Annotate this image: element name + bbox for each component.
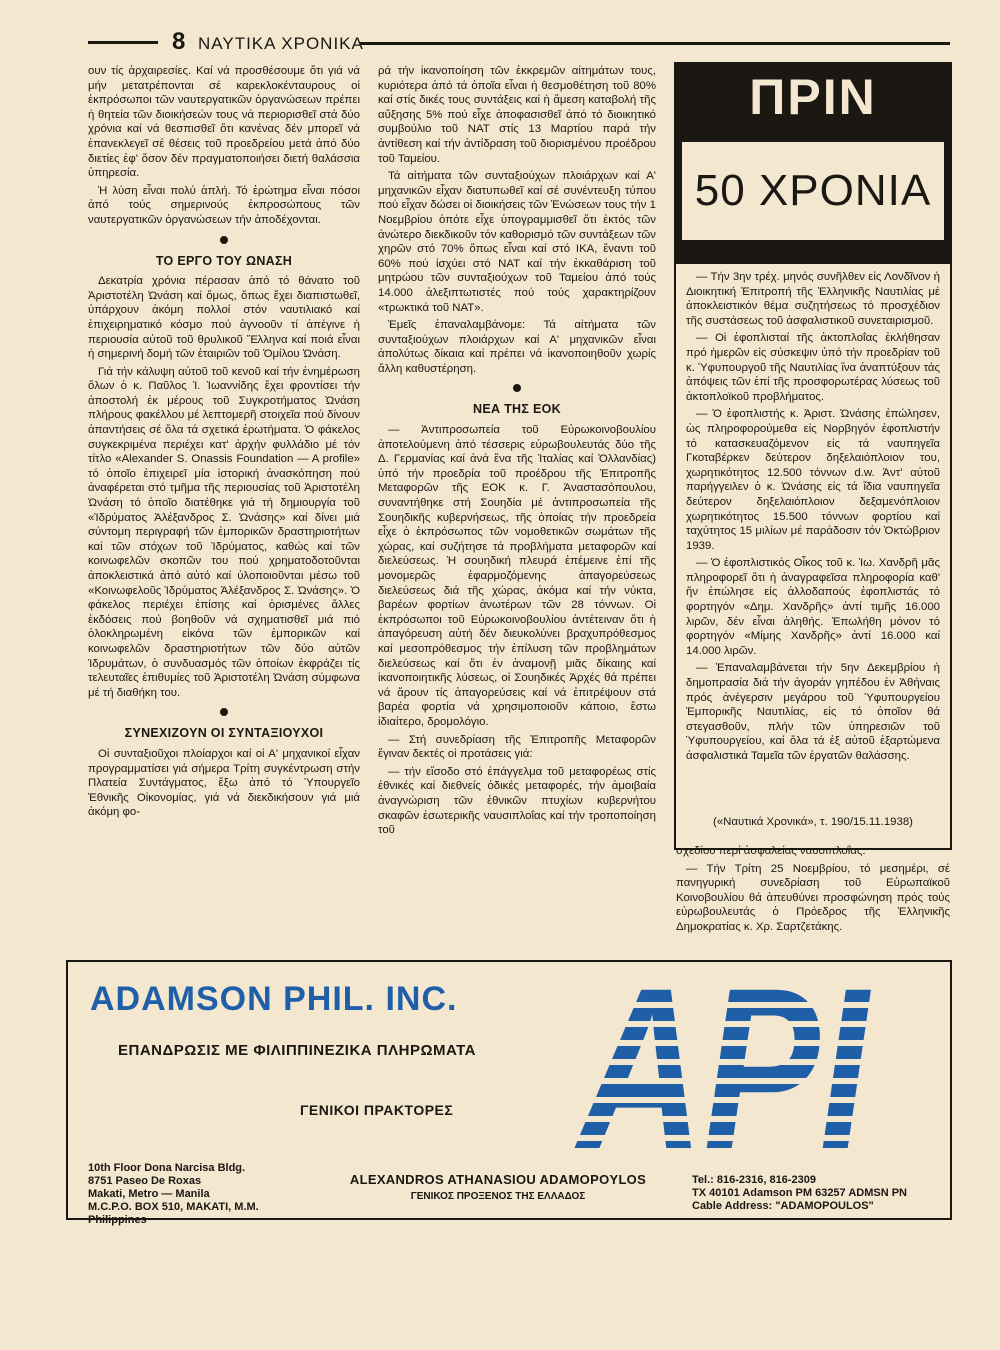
ad-contact bbox=[692, 1174, 907, 1213]
paragraph: — Τήν 3ην τρέχ. μηνός συνῆλθεν εἰς Λονδῖνον ἡ Διοικητική Ἐπιτροπή τῆς Ἑλληνικῆς Ναυτιλίας μέ ἀποκλειστικόν θέμα συζητήσεως τό προσχέδιον τῆς συστάσεως τοῦ ἀσφαλιστικοῦ συνεταιρισμοῦ. bbox=[686, 271, 940, 327]
page-number: 8 bbox=[172, 28, 186, 55]
heading-retirees: ΣΥΝΕΧΙΖΟΥΝ ΟΙ ΣΥΝΤΑΞΙΟΥΧΟΙ bbox=[124, 726, 324, 741]
column-1 bbox=[88, 64, 360, 823]
consul-name: ALEXANDROS ATHANASIOU ADAMOPOYLOS bbox=[349, 1172, 647, 1187]
paragraph: — τήν εἴσοδο στό ἐπάγγελμα τοῦ μεταφορέως στίς ἐθνικές καί διεθνείς ὁδικές μεταφορές, τήν ἀμοιβαία ἀναγνώριση τῶν ἐθνικῶν πτυχίων κυβερνήτου σκαφῶν ἐσωτερικῆς ναυσιπλοΐας καί τήν τροποποίηση τοῦ bbox=[378, 765, 656, 837]
paragraph: — Ἀντιπροσωπεία τοῦ Εὐρωκοινοβουλίου ἀποτελούμενη ἀπό τέσσερις εὐρωβουλευτάς δύο τῆς Δ. Γερμανίας καί ἀνά ἕνα τῆς Ἰταλίας καί Ὁλλανδίας) ὑπό τήν προεδρία τοῦ προέδρου τῆς Ἐπιτροπῆς Μεταφορῶν τῆς ΕΟΚ κ. Γ. Ἀναστασόπουλου, συναντήθηκε στή Σουηδία μέ ἀντιπροσωπεία τῆς Σουηδικῆς κυβερνήσεως, τῆς ὁποίας τήν προεδρεία εἶχε ὁ ἐκπρόσωπος τῶν νομοθετικῶν σωμάτων τῆς χώρας, καί συζήτησε τά προβλήματα μεταφορῶν καί διελεύσεως. Ἡ σουηδική πλευρά ἐπέμεινε ἐπί τῆς μονομερῶς ἐφαρμοζόμενης ἀπαγορεύσεως διελεύσεως διά τῆς χώρας, ἀκόμα καί τήν νύκτα, βαρέων φορτίων ἀνωτέρων τῶν 28 τόννων. Οἱ ἐκπρόσωποι τοῦ Εὐρωκοινοβουλίου ἀντέτειναν ὅτι ἡ ἀπαγόρευση αὐτή δέν διευκολύνει βραχυπρόθεσμος καί μεσοπρόθεσμος τήν ἐπίλυση τῶν προβλημάτων διελεύσεως καί ὅτι ἐν ἀναμονῇ μιᾶς δίκαιης καί ἱκανοποιητικῆς λύσεως, οἱ Σουηδικές Ἀρχές θά πρέπει νά ἄρουν τίς ἀπαγορεύσεις καί νά ἐπιτρέψουν στά βαρέα φορτία νά χρησιμοποιοῦν κάποιο, ἔστω ἰδιαίτερο, δρομολόγιο. bbox=[378, 424, 656, 728]
contact-line: Cable Address: "ADAMOPOULOS" bbox=[692, 1200, 874, 1212]
api-logo bbox=[568, 970, 878, 1160]
column-3 bbox=[676, 844, 950, 938]
address-line: 8751 Paseo De Roxas bbox=[88, 1175, 202, 1187]
section-bullet bbox=[220, 236, 228, 244]
heading-eec-news: ΝΕΑ ΤΗΣ ΕΟΚ bbox=[473, 402, 561, 417]
paragraph: ρά τήν ἱκανοποίηση τῶν ἐκκρεμῶν αἰτημάτων τους, κυριότερα ἀπό τά ὁποῖα εἶναι ἡ θεσμοθέτηση τοῦ 80% καί στίς δικές τους συντάξεις καί ἡ ἄμεση καταβολή τῆς αὔξησης 5% πού εἶχε ἀποφασισθεῖ ἀπό τό διοικητικό συμβούλιο τοῦ ΝΑΤ στίς 13 Μαρτίου παρά τήν ἀντίθεση καί τήν ἀντίδραση τοῦ διορισμένου προέδρου τοῦ Ταμείου. bbox=[378, 65, 656, 165]
paragraph: σχεδίου περί ἀσφαλείας ναυσιπλοΐας. bbox=[676, 845, 866, 857]
ad-company-name: ADAMSON PHIL. INC. bbox=[90, 980, 458, 1018]
paragraph: — Ἐπαναλαμβάνεται τήν 5ην Δεκεμβρίου ἡ δημοπρασία διά τήν ἀγοράν γηπέδου ἐν Ἀθήναις πρός ἀνέγερσιν μεγάρου τοῦ Ὑφυπουργείου Ἐμπορικῆς Ναυτιλίας, εἰς τό ὁποῖον θά στεγασθοῦν, πλήν τῶν ὑπηρεσιῶν τοῦ Ὑφυπουργείου, καί ὅλα τά ἐξ αὐτοῦ ἐξαρτώμενα ἀσφαλιστικά Ταμεῖα τῶν ἐργατῶν θαλάσσης. bbox=[686, 662, 940, 762]
consul-role: ΓΕΝΙΚΟΣ ΠΡΟΞΕΝΟΣ ΤΗΣ ΕΛΛΑΔΟΣ bbox=[410, 1191, 586, 1202]
header-rule-right bbox=[360, 42, 950, 45]
contact-line: TX 40101 Adamson PM 63257 ADMSN PN bbox=[692, 1187, 907, 1199]
paragraph: ουν τίς ἀρχαιρεσίες. Καί νά προσθέσουμε ὅτι γιά νά μήν μετατρέπονται σέ καρεκλοκένταυρους οἱ ἐκπρόσωποι τῶν ναυτεργατικῶν ὀργανώσεων πρέπει ἡ θητεία τῶν διοικήσεών τους νά περιορισθεῖ στά δύο χρόνια καί νά θεσπισθεῖ ὅτι κανένας δέν μπορεῖ νά ἐπανεκλεγεῖ σέ θέσεις τοῦ προεδρείου μετά ἀπό δύο διετίες ἐφ' ὅσον δέν πραγματοποιήσει διετή θαλάσσια ὑπηρεσία. bbox=[88, 65, 360, 180]
logo-stripes bbox=[568, 970, 878, 1154]
paragraph: Ἐμεῖς ἐπαναλαμβάνομε: Τά αἰτήματα τῶν συνταξιούχων πλοιάρχων καί Α' μηχανικῶν εἶναι ἀπολύτως δίκαια καί πρέπει νά ἱκανοποιηθοῦν χωρίς ἄλλη καθυστέρηση. bbox=[378, 319, 656, 375]
address-line: Makati, Metro — Manila bbox=[88, 1188, 210, 1200]
paragraph: — Τήν Τρίτη 25 Νοεμβρίου, τό μεσημέρι, σέ πανηγυρική συνεδρίαση τοῦ Εὐρωπαϊκοῦ Κοινοβουλίου θά ἀπευθύνει προσφώνηση πρός τούς εὐρωβουλευτάς ὁ Πρόεδρος τῆς Ἑλληνικῆς Δημοκρατίας κ. Χρ. Σαρτζετάκης. bbox=[676, 862, 950, 933]
paragraph: Οἱ συνταξιοῦχοι πλοίαρχοι καί οἱ Α' μηχανικοί εἶχαν προγραμματίσει γιά σήμερα Τρίτη συγκέντρωση στήν Πλατεία Συντάγματος, ἔξω ἀπό τό Ὑπουργεῖο Ἐθνικῆς Οἰκονομίας, γιά νά διεκδικήσουν γιά μιά ἀκόμη φο- bbox=[88, 747, 360, 819]
ad-agents: ΓΕΝΙΚΟΙ ΠΡΑΚΤΟΡΕΣ bbox=[300, 1102, 454, 1118]
section-bullet bbox=[220, 708, 228, 716]
address-line: M.C.P.O. BOX 510, MAKATI, M.M. bbox=[88, 1201, 259, 1213]
paragraph: Γιά τήν κάλυψη αὐτοῦ τοῦ κενοῦ καί τήν ἐνημέρωση ὅλων ὁ κ. Παῦλος Ἰ. Ἰωαννίδης ἔχει φροντίσει τήν ἀποστολή ἐκ μέρους τοῦ Συγκροτήματος Ὠνάση πλήρους φακέλλου μέ λεπτομερῆ στοιχεῖα πού δίνουν ἀπαντήσεις σέ ὅλα τά σχετικά ἐρωτήματα. Ὁ φάκελος συγκεκριμένα περιέχει κατ' ἀρχήν φυλλάδιο μέ τόν τίτλο «Alexander S. Onassis Foundation — A profile» τό ὁποῖο ἐπιχειρεῖ μία ἱστορική ἀνασκόπηση πού ἀναφέρεται στό τμῆμα τῆς περιουσίας τοῦ Ἀριστοτέλη Ὠνάση τό ὁποῖο διατέθηκε γιά τή δημιουργία τοῦ «Ἱδρύματος Ἀλέξανδρος Σ. Ὠνάσης» καί δίνει μιά σύντομη περιγραφή τῶν ἐμπορικῶν δραστηριοτήτων καί τῶν στόχων τοῦ Ἱδρύματος, καθώς καί τῶν κοινωφελῶν σκοπῶν του πού χρηματοδοτοῦνται ἀποκλειστικά ἀπό αὐτό καί ὑλοποιοῦνται μέσω τοῦ «Κοινωφελοῦς Ἱδρύματος Ἀλέξανδρος Σ. Ὠνάσης». Ὁ φάκελος περιέχει ἐπίσης καί ὁρισμένες ἄλλες ἐκδόσεις πού βοηθοῦν νά σχηματισθεῖ μιά πιό ὁλοκληρωμένη εἰκόνα τῶν ἐμπορικῶν καί κοινωφελῶν δραστηριοτήτων τῶν δύο αὐτῶν Ἱδρυμάτων, ὁ συνδυασμός τῶν ὁποίων ἐκφράζει τίς τελευταῖες ἐπιθυμίες τοῦ Ἀριστοτέλη Ὠνάση σύμφωνα μέ τή διαθήκη του. bbox=[88, 365, 360, 699]
paragraph: — Στή συνεδρίαση τῆς Ἐπιτροπῆς Μεταφορῶν ἔγιναν δεκτές οἱ προτάσεις γιά: bbox=[378, 733, 656, 761]
publication-title: ΝΑΥΤΙΚΑ ΧΡΟΝΙΚΑ bbox=[198, 34, 364, 53]
feature-banner bbox=[676, 64, 950, 264]
address-line: 10th Floor Dona Narcisa Bldg. bbox=[88, 1162, 246, 1174]
header-rule-left bbox=[88, 41, 158, 44]
paragraph: — Ὁ ἐφοπλιστής κ. Ἀριστ. Ὠνάσης ἐπώλησεν, ὡς πληροφορούμεθα εἰς Νορβηγόν ἐφοπλιστήν τό κατασκευαζόμενον εἰς τά ναυπηγεῖα Γκοταβέρκεν δεύτερον δηξελαιόπλοιον του, χωρητικότητος 12.500 τόννων d.w. Ἀντ' αὐτοῦ παρήγγειλεν ὁ κ. Ὠνάσης εἰς τά ἴδια ναυπηγεῖα δεύτερον δηξελαιόπλοιον δεξαμενόπλοιον χωρητικότητος 15.500 τόννων φορτίου καί ταχύτητος 15 μιλίων μέ παράδοσιν τόν Ὀκτώβριον 1939. bbox=[686, 408, 940, 552]
heading-onasis-work: ΤΟ ΕΡΓΟ ΤΟΥ ΩΝΑΣΗ bbox=[155, 253, 293, 268]
ad-tagline: ΕΠΑΝΔΡΩΣΙΣ ΜΕ ΦΙΛΙΠΠΙΝΕΖΙΚΑ ΠΛΗΡΩΜΑΤΑ bbox=[118, 1042, 476, 1059]
paragraph: — Ὁ ἐφοπλιστικός Οἶκος τοῦ κ. Ἰω. Χανδρῆ μᾶς πληροφορεῖ ὅτι ἡ ἀναγραφεῖσα πληροφορία καθ' ἥν ἐπώλησε εἰς ἀλλοδαπούς ἐφοπλιστάς τό φορτηγόν «Δημ. Χανδρῆς» ἀντί τιμῆς 16.000 λιρῶν, δέν εἶναι ἀληθής. Ἐπωλήθη μόνον τό φορτηγόν «Μίμης Χανδρῆς» ἀντί 16.000 καί 14.000 λιρῶν. bbox=[686, 557, 940, 657]
advertisement bbox=[66, 960, 952, 1226]
paragraph: Δεκατρία χρόνια πέρασαν ἀπό τό θάνατο τοῦ Ἀριστοτέλη Ὠνάση καί ὅμως, ὅπως ἔχει διαπιστωθεῖ, ὑπάρχουν ἀκόμη πολλοί στόν ναυτιλιακό καί ἐπιχειρηματικό κόσμο πού ἀγνοοῦν τί ἀπέγινε ἡ περιουσία αὐτοῦ τοῦ θρυλικοῦ Ἕλληνα καί ποιά εἶναι ἡ σημερινή δομή τῶν ἑταιριῶν τοῦ Ὁμίλου Ὠνάση. bbox=[88, 275, 360, 361]
page-header bbox=[88, 30, 950, 56]
address-line: Philippines bbox=[88, 1214, 147, 1226]
feature-box-50-years-ago bbox=[674, 62, 952, 850]
ad-consul bbox=[308, 1172, 688, 1202]
feature-source: («Ναυτικά Χρονικά», τ. 190/15.11.1938) bbox=[713, 816, 913, 828]
feature-title-sub: 50 ΧΡΟΝΙΑ bbox=[682, 142, 944, 240]
feature-title-main: ΠΡΙΝ bbox=[749, 69, 877, 125]
column-2 bbox=[378, 64, 656, 841]
section-bullet bbox=[513, 384, 521, 392]
contact-line: Tel.: 816-2316, 816-2309 bbox=[692, 1174, 816, 1186]
ad-address bbox=[88, 1162, 259, 1227]
feature-body bbox=[686, 270, 940, 767]
paragraph: — Οἱ ἐφοπλισταί τῆς ἀκτοπλοΐας ἐκλήθησαν πρό ἡμερῶν εἰς σύσκεψιν ὑπό τήν προεδρίαν τοῦ κ. Ὑφυπουργοῦ τῆς Ναυτιλίας ἵνα ἀναπτύξουν τάς ἀπόψεις τῶν ἐπί τῆς προσφορωτέρας λύσεως τοῦ ἀκτοπλοϊκοῦ προβλήματος. bbox=[686, 332, 940, 403]
paragraph: Τά αἰτήματα τῶν συνταξιούχων πλοιάρχων καί Α' μηχανικῶν εἶχαν διατυπωθεῖ καί σέ συνέντευξη τύπου πού εἶχαν δώσει οἱ διοικήσεις τῶν Ἑνώσεων τους τήν 1 Νοεμβρίου ὁπότε εἶχε ὑπογραμμισθεῖ ὅτι ἐκτός τῶν ἀνώτερο διεκδικοῦν τόν καθορισμό τῶν συντάξεων τῶν χηρῶν στό 70% ὅπως εἶναι καί στό ΙΚΑ, ἔναντι τοῦ 60% πού ἰσχύει στό ΝΑΤ καί τήν ἐκκαθάριση τοῦ μητρώου τῶν συνταξιούχων τοῦ Ταμείου ἀπό τούς 14.000 ἀλεξιπτωτιστές πού τούς χαρακτηρίζουν «τρωκτικά τοῦ ΝΑΤ». bbox=[378, 170, 656, 314]
paragraph: Ἡ λύση εἶναι πολύ ἁπλή. Τό ἐρώτημα εἶναι πόσοι ἀπό τούς σημερινούς ἐκπροσώπους τῶν ναυτεργατικῶν ὀργανώσεων τήν ἀποδέχονται. bbox=[88, 184, 360, 226]
